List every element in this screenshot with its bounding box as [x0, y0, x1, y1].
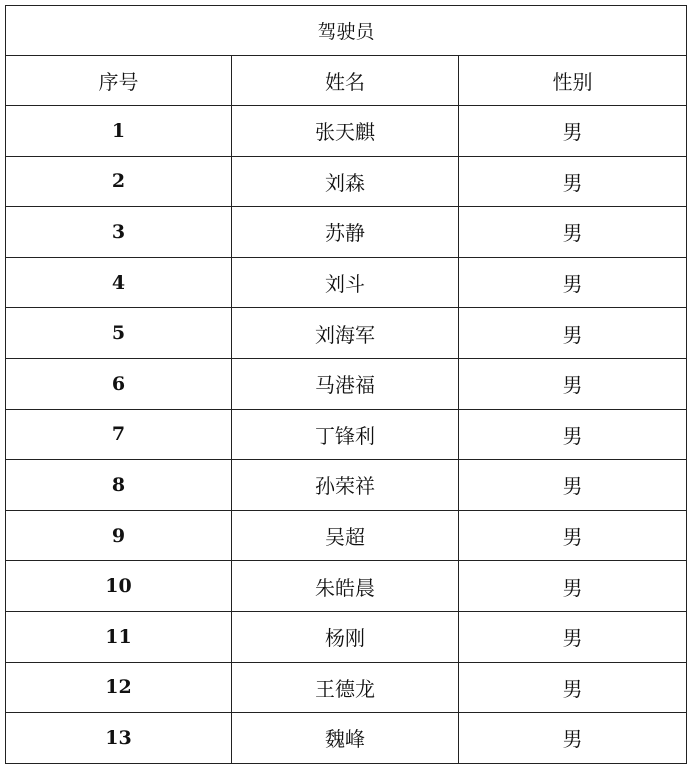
cell-name: 张天麒 — [232, 106, 459, 157]
cell-number: 4 — [6, 257, 232, 308]
table-row — [6, 308, 687, 359]
cell-gender: 男 — [459, 409, 687, 460]
table-row — [6, 662, 687, 713]
cell-number: 5 — [6, 308, 232, 359]
header-number: 序号 — [6, 56, 232, 106]
driver-table-container — [5, 5, 686, 764]
driver-table — [5, 5, 687, 764]
cell-name: 杨刚 — [232, 611, 459, 662]
cell-gender: 男 — [459, 662, 687, 713]
cell-number: 6 — [6, 358, 232, 409]
cell-number: 12 — [6, 662, 232, 713]
cell-gender: 男 — [459, 156, 687, 207]
cell-gender: 男 — [459, 207, 687, 258]
cell-number: 8 — [6, 460, 232, 511]
cell-name: 吴超 — [232, 510, 459, 561]
table-row — [6, 713, 687, 764]
cell-name: 马港福 — [232, 358, 459, 409]
table-title-row — [6, 6, 687, 56]
table-row — [6, 561, 687, 612]
table-row — [6, 510, 687, 561]
cell-gender: 男 — [459, 106, 687, 157]
cell-name: 王德龙 — [232, 662, 459, 713]
table-row — [6, 460, 687, 511]
table-row — [6, 207, 687, 258]
table-row — [6, 106, 687, 157]
cell-gender: 男 — [459, 257, 687, 308]
cell-gender: 男 — [459, 460, 687, 511]
table-row — [6, 358, 687, 409]
cell-gender: 男 — [459, 308, 687, 359]
cell-number: 3 — [6, 207, 232, 258]
table-row — [6, 611, 687, 662]
cell-name: 孙荣祥 — [232, 460, 459, 511]
table-title: 驾驶员 — [6, 6, 687, 56]
cell-name: 朱皓晨 — [232, 561, 459, 612]
header-name: 姓名 — [232, 56, 459, 106]
cell-gender: 男 — [459, 561, 687, 612]
cell-gender: 男 — [459, 713, 687, 764]
table-body — [6, 106, 687, 764]
header-gender: 性别 — [459, 56, 687, 106]
cell-gender: 男 — [459, 611, 687, 662]
cell-number: 9 — [6, 510, 232, 561]
cell-name: 刘森 — [232, 156, 459, 207]
table-row — [6, 257, 687, 308]
cell-number: 2 — [6, 156, 232, 207]
cell-name: 丁锋利 — [232, 409, 459, 460]
cell-gender: 男 — [459, 510, 687, 561]
cell-name: 刘海军 — [232, 308, 459, 359]
cell-number: 10 — [6, 561, 232, 612]
cell-name: 苏静 — [232, 207, 459, 258]
cell-name: 刘斗 — [232, 257, 459, 308]
cell-number: 11 — [6, 611, 232, 662]
table-row — [6, 409, 687, 460]
cell-number: 13 — [6, 713, 232, 764]
table-header-row — [6, 56, 687, 106]
cell-name: 魏峰 — [232, 713, 459, 764]
cell-number: 1 — [6, 106, 232, 157]
cell-number: 7 — [6, 409, 232, 460]
table-row — [6, 156, 687, 207]
cell-gender: 男 — [459, 358, 687, 409]
